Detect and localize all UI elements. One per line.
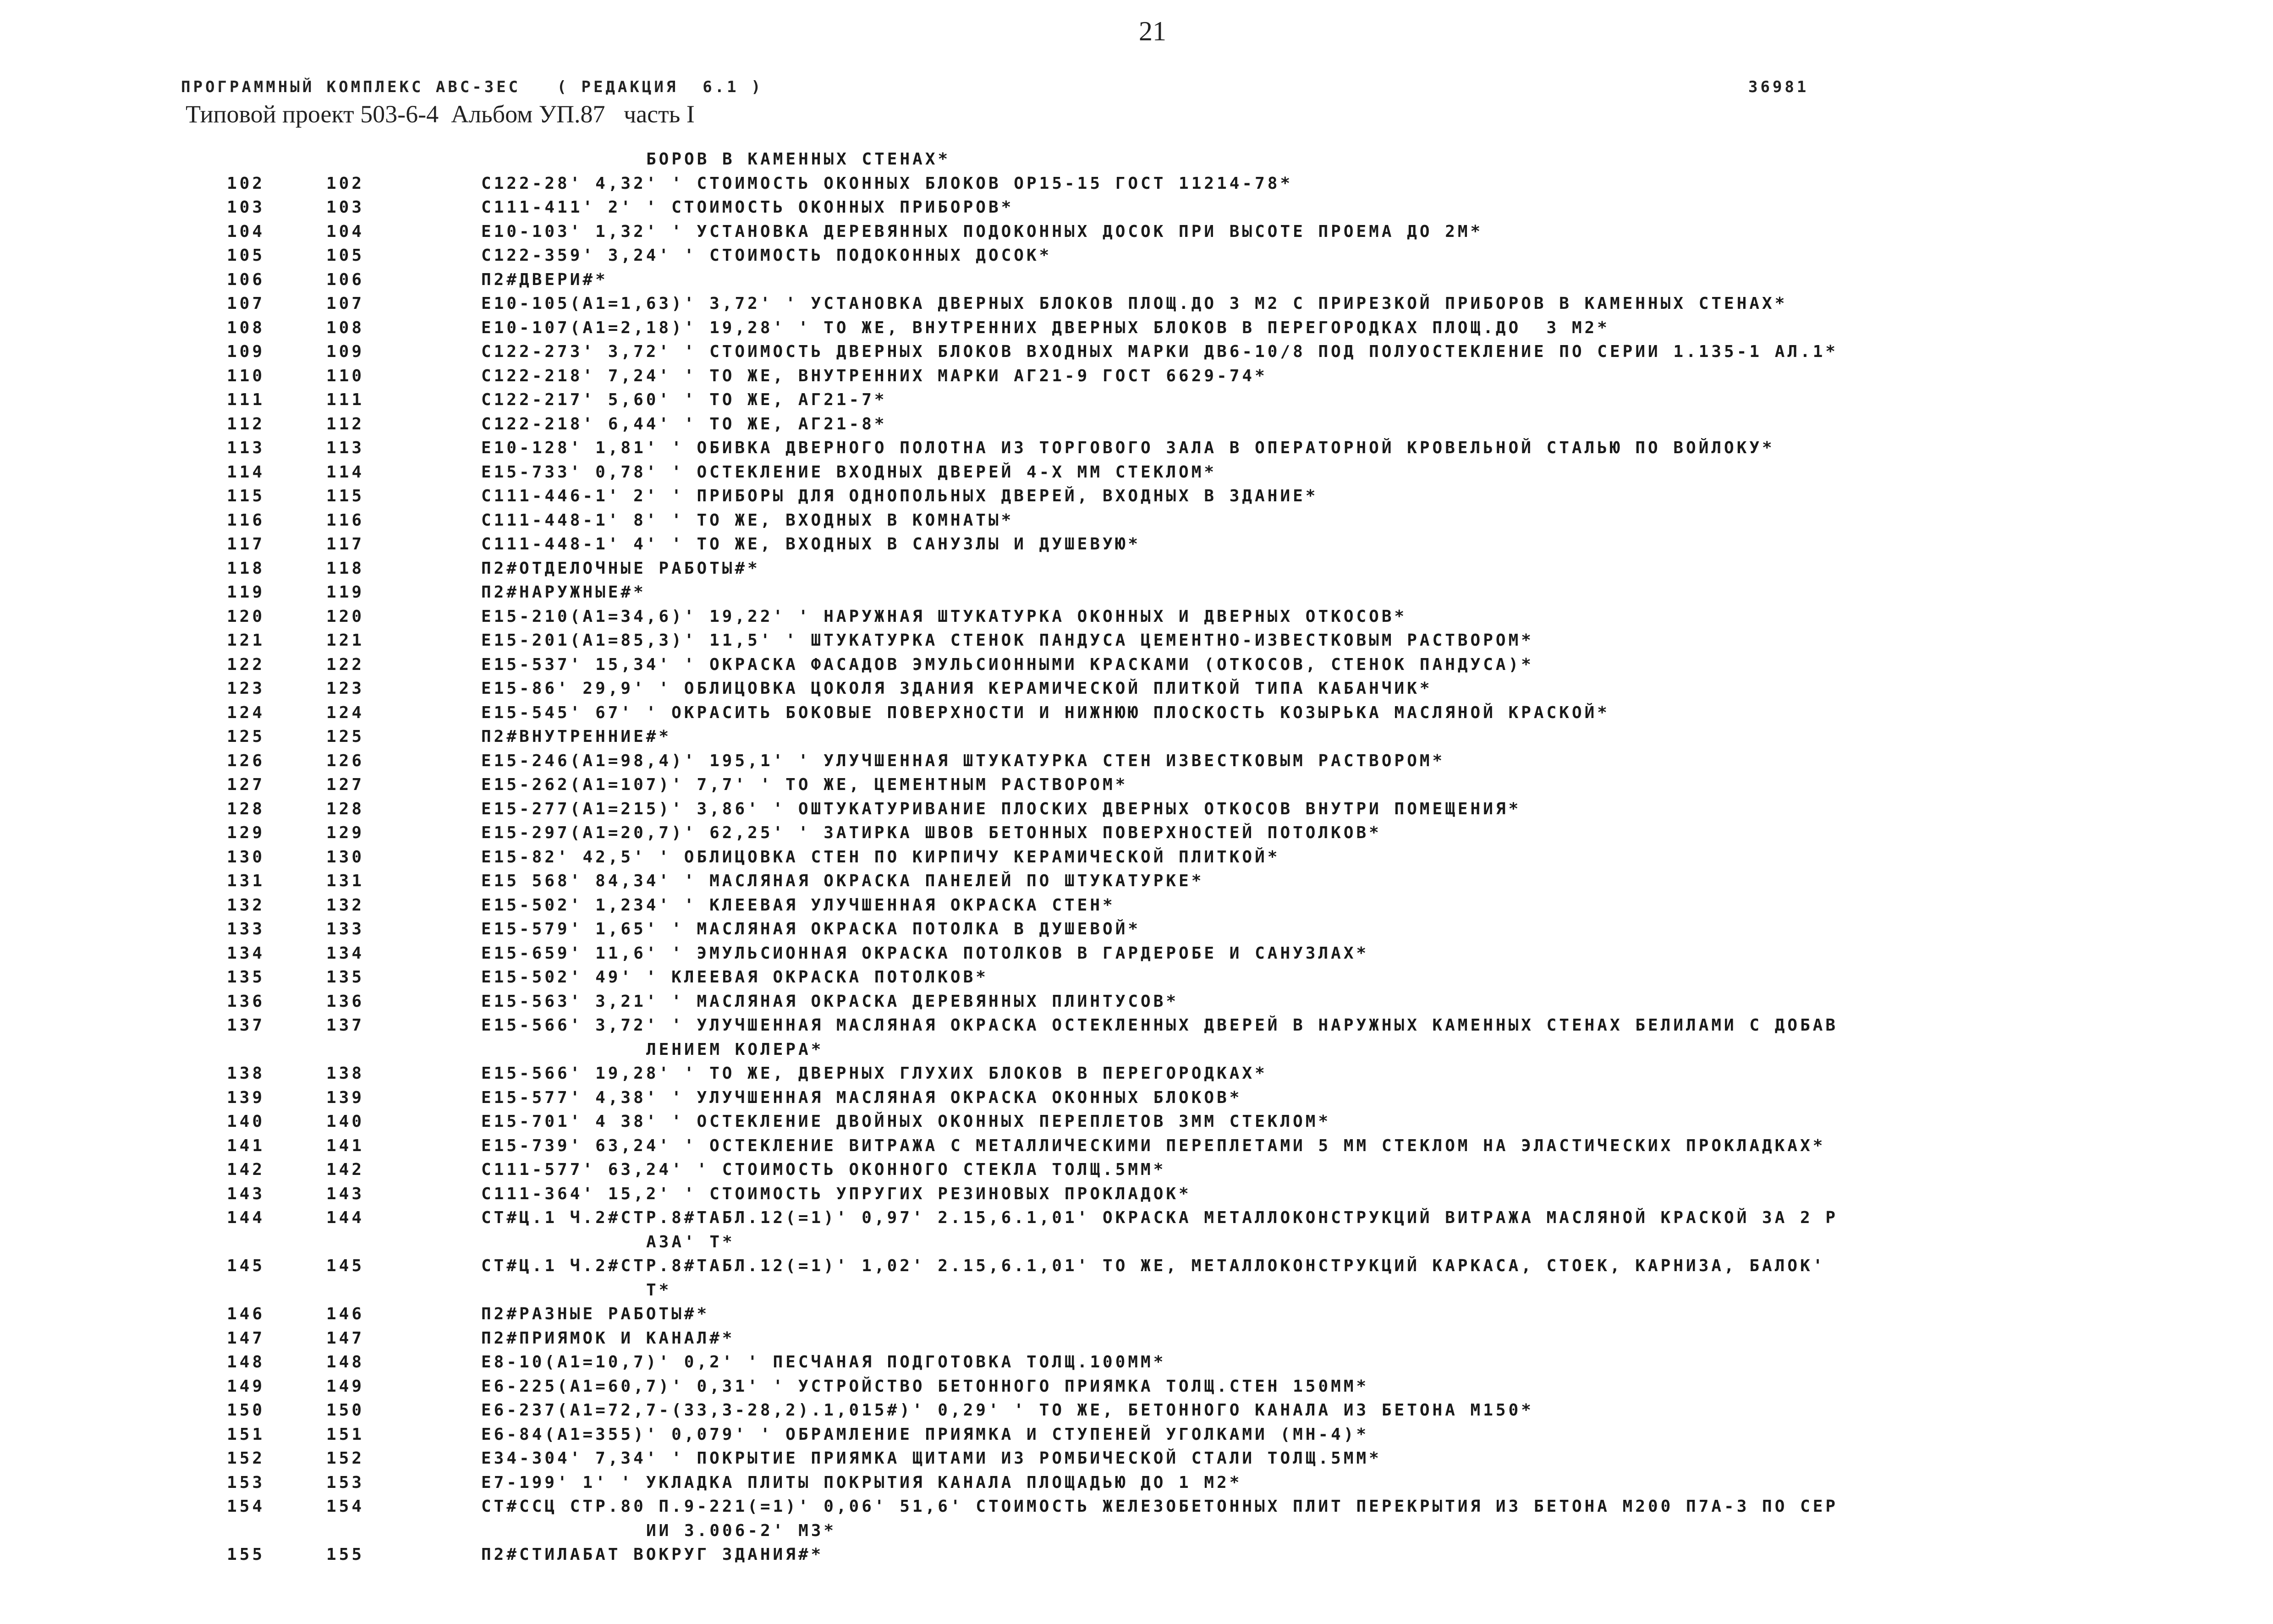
row-number: 138 — [227, 1064, 265, 1083]
listing-row — [0, 316, 2273, 340]
listing-row — [0, 990, 2273, 1014]
row-code-number: 107 — [326, 294, 365, 313]
row-number: 107 — [227, 294, 265, 313]
row-number: 145 — [227, 1256, 265, 1275]
listing-row — [0, 581, 2273, 605]
listing-row — [0, 1543, 2273, 1567]
row-text: Е15-262(А1=107)' 7,7' ' ТО ЖЕ, ЦЕМЕНТНЫМ РАСТВОРОМ* — [481, 775, 1128, 794]
listing-row — [0, 749, 2273, 774]
row-number: 152 — [227, 1449, 265, 1468]
row-code-number: 118 — [326, 559, 365, 578]
project-header: Типовой проект 503-6-4 Альбом УП.87 часть I — [186, 100, 695, 128]
listing-row — [0, 1375, 2273, 1399]
row-number: 129 — [227, 823, 265, 842]
row-code-number: 134 — [326, 944, 365, 963]
row-code-number: 155 — [326, 1545, 365, 1564]
row-number: 147 — [227, 1328, 265, 1348]
row-text: Е15-701' 4 38' ' ОСТЕКЛЕНИЕ ДВОЙНЫХ ОКОННЫХ ПЕРЕПЛЕТОВ 3ММ СТЕКЛОМ* — [481, 1112, 1331, 1131]
listing-row — [0, 773, 2273, 797]
listing-row — [0, 509, 2273, 533]
row-text: Е10-128' 1,81' ' ОБИВКА ДВЕРНОГО ПОЛОТНА ИЗ ТОРГОВОГО ЗАЛА В ОПЕРАТОРНОЙ КРОВЕЛЬНОЙ СТАЛЬЮ ПО ВОЙЛОКУ* — [481, 439, 1775, 457]
row-text: П2#ДВЕРИ#* — [481, 270, 608, 289]
row-number: 116 — [227, 510, 265, 530]
row-text: П2#НАРУЖНЫЕ#* — [481, 583, 646, 602]
row-text: С122-273' 3,72' ' СТОИМОСТЬ ДВЕРНЫХ БЛОКОВ ВХОДНЫХ МАРКИ ДВ6-10/8 ПОД ПОЛУОСТЕКЛЕНИЕ ПО СЕРИИ 1.135-1 АЛ.1* — [481, 342, 1839, 361]
listing-row — [0, 412, 2273, 437]
row-number: 106 — [227, 270, 265, 289]
row-code-number: 102 — [326, 174, 365, 193]
row-number: 151 — [227, 1425, 265, 1444]
row-code-number: 130 — [326, 847, 365, 867]
row-code-number: 105 — [326, 246, 365, 265]
listing-row — [0, 364, 2273, 389]
row-code-number: 138 — [326, 1064, 365, 1083]
row-number: 124 — [227, 703, 265, 722]
row-text: Е15-82' 42,5' ' ОБЛИЦОВКА СТЕН ПО КИРПИЧУ КЕРАМИЧЕСКОЙ ПЛИТКОЙ* — [481, 847, 1280, 867]
row-text: СТ#Ц.1 Ч.2#СТР.8#ТАБЛ.12(=1)' 0,97' 2.15,6.1,01' ОКРАСКА МЕТАЛЛОКОНСТРУКЦИЙ ВИТРАЖА МАСЛЯНОЙ КРАСКОЙ ЗА 2 Р — [481, 1208, 1839, 1227]
listing-continuation-row — [0, 1278, 2273, 1303]
row-text: Е15-579' 1,65' ' МАСЛЯНАЯ ОКРАСКА ПОТОЛКА В ДУШЕВОЙ* — [481, 920, 1141, 938]
row-code-number: 111 — [326, 390, 365, 409]
listing-row — [0, 821, 2273, 845]
listing-row — [0, 605, 2273, 629]
row-code-number: 153 — [326, 1473, 365, 1492]
row-text: С111-448-1' 4' ' ТО ЖЕ, ВХОДНЫХ В САНУЗЛЫ И ДУШЕВУЮ* — [481, 535, 1141, 554]
listing-row — [0, 1327, 2273, 1351]
row-text: Е15-297(А1=20,7)' 62,25' ' ЗАТИРКА ШВОВ БЕТОННЫХ ПОВЕРХНОСТЕЙ ПОТОЛКОВ* — [481, 823, 1382, 842]
row-text: Е15-246(А1=98,4)' 195,1' ' УЛУЧШЕННАЯ ШТУКАТУРКА СТЕН ИЗВЕСТКОВЫМ РАСТВОРОМ* — [481, 751, 1445, 770]
row-number: 121 — [227, 631, 265, 650]
row-number: 130 — [227, 847, 265, 867]
row-number: 146 — [227, 1305, 265, 1323]
row-code-number: 133 — [326, 920, 365, 938]
listing-row — [0, 942, 2273, 966]
row-text: Е15-537' 15,34' ' ОКРАСКА ФАСАДОВ ЭМУЛЬСИОННЫМИ КРАСКАМИ (ОТКОСОВ, СТЕНОК ПАНДУСА)* — [481, 655, 1534, 674]
row-number: 143 — [227, 1184, 265, 1203]
row-number: 120 — [227, 607, 265, 626]
row-code-number: 140 — [326, 1112, 365, 1131]
row-code-number: 149 — [326, 1377, 365, 1396]
estimate-listing — [0, 148, 2273, 1567]
row-text: Е15-502' 49' ' КЛЕЕВАЯ ОКРАСКА ПОТОЛКОВ* — [481, 968, 988, 987]
listing-continuation-row — [0, 148, 2273, 172]
row-code-number: 127 — [326, 775, 365, 794]
row-text: Е15-566' 19,28' ' ТО ЖЕ, ДВЕРНЫХ ГЛУХИХ БЛОКОВ В ПЕРЕГОРОДКАХ* — [481, 1064, 1268, 1083]
row-code-number: 109 — [326, 342, 365, 361]
row-number: 123 — [227, 679, 265, 698]
row-code-number: 116 — [326, 510, 365, 530]
listing-row — [0, 797, 2273, 822]
row-code-number: 123 — [326, 679, 365, 698]
row-text: С111-446-1' 2' ' ПРИБОРЫ ДЛЯ ОДНОПОЛЬНЫХ ДВЕРЕЙ, ВХОДНЫХ В ЗДАНИЕ* — [481, 487, 1318, 505]
row-number: 139 — [227, 1088, 265, 1107]
row-number: 140 — [227, 1112, 265, 1131]
listing-continuation-row — [0, 1038, 2273, 1062]
row-code-number: 136 — [326, 992, 365, 1011]
row-number: 126 — [227, 751, 265, 770]
row-text: Е34-304' 7,34' ' ПОКРЫТИЕ ПРИЯМКА ЩИТАМИ ИЗ РОМБИЧЕСКОЙ СТАЛИ ТОЛЩ.5ММ* — [481, 1449, 1382, 1468]
listing-row — [0, 653, 2273, 677]
listing-row — [0, 532, 2273, 557]
row-code-number: 154 — [326, 1497, 365, 1516]
row-text: Е10-107(А1=2,18)' 19,28' ' ТО ЖЕ, ВНУТРЕННИХ ДВЕРНЫХ БЛОКОВ В ПЕРЕГОРОДКАХ ПЛОЩ.ДО 3 М2* — [481, 318, 1610, 337]
row-text: Е15-733' 0,78' ' ОСТЕКЛЕНИЕ ВХОДНЫХ ДВЕРЕЙ 4-Х ММ СТЕКЛОМ* — [481, 462, 1217, 482]
row-code-number: 104 — [326, 222, 365, 241]
row-text: С122-218' 7,24' ' ТО ЖЕ, ВНУТРЕННИХ МАРКИ АГ21-9 ГОСТ 6629-74* — [481, 366, 1268, 385]
listing-row — [0, 388, 2273, 412]
listing-continuation-row — [0, 1230, 2273, 1255]
row-number: 110 — [227, 366, 265, 385]
listing-row — [0, 196, 2273, 220]
row-text: Е15-277(А1=215)' 3,86' ' ОШТУКАТУРИВАНИЕ ПЛОСКИХ ДВЕРНЫХ ОТКОСОВ ВНУТРИ ПОМЕЩЕНИЯ* — [481, 799, 1521, 818]
row-code-number: 108 — [326, 318, 365, 337]
row-continuation-text: БОРОВ В КАМЕННЫХ СТЕНАХ* — [646, 150, 951, 169]
row-number: 136 — [227, 992, 265, 1011]
listing-row — [0, 917, 2273, 942]
row-text: Е15-210(А1=34,6)' 19,22' ' НАРУЖНАЯ ШТУКАТУРКА ОКОННЫХ И ДВЕРНЫХ ОТКОСОВ* — [481, 607, 1407, 626]
row-code-number: 125 — [326, 727, 365, 746]
row-continuation-text: Т* — [646, 1280, 672, 1300]
listing-row — [0, 1086, 2273, 1110]
document-code: 36981 — [1748, 78, 1809, 96]
row-code-number: 147 — [326, 1328, 365, 1348]
row-text: С111-364' 15,2' ' СТОИМОСТЬ УПРУГИХ РЕЗИНОВЫХ ПРОКЛАДОК* — [481, 1184, 1191, 1203]
row-text: П2#РАЗНЫЕ РАБОТЫ#* — [481, 1305, 710, 1323]
row-number: 148 — [227, 1353, 265, 1372]
row-text: Е15-86' 29,9' ' ОБЛИЦОВКА ЦОКОЛЯ ЗДАНИЯ КЕРАМИЧЕСКОЙ ПЛИТКОЙ ТИПА КАБАНЧИК* — [481, 679, 1433, 698]
row-number: 132 — [227, 895, 265, 915]
listing-row — [0, 292, 2273, 316]
row-number: 144 — [227, 1208, 265, 1227]
row-number: 118 — [227, 559, 265, 578]
row-text: С122-28' 4,32' ' СТОИМОСТЬ ОКОННЫХ БЛОКОВ ОР15-15 ГОСТ 11214-78* — [481, 174, 1293, 193]
row-number: 149 — [227, 1377, 265, 1396]
row-code-number: 141 — [326, 1136, 365, 1155]
row-number: 125 — [227, 727, 265, 746]
row-text: Е15 568' 84,34' ' МАСЛЯНАЯ ОКРАСКА ПАНЕЛЕЙ ПО ШТУКАТУРКЕ* — [481, 872, 1204, 890]
row-number: 141 — [227, 1136, 265, 1155]
row-code-number: 119 — [326, 583, 365, 602]
listing-row — [0, 1495, 2273, 1519]
program-header: ПРОГРАММНЫЙ КОМПЛЕКС АВС-3ЕС ( РЕДАКЦИЯ 6.1 ) — [181, 78, 763, 96]
listing-row — [0, 1062, 2273, 1086]
row-code-number: 129 — [326, 823, 365, 842]
row-code-number: 146 — [326, 1305, 365, 1323]
row-text: Е10-103' 1,32' ' УСТАНОВКА ДЕРЕВЯННЫХ ПОДОКОННЫХ ДОСОК ПРИ ВЫСОТЕ ПРОЕМА ДО 2М* — [481, 222, 1483, 241]
row-text: П2#ОТДЕЛОЧНЫЕ РАБОТЫ#* — [481, 559, 760, 578]
row-code-number: 103 — [326, 198, 365, 217]
row-number: 103 — [227, 198, 265, 217]
listing-row — [0, 677, 2273, 701]
listing-row — [0, 461, 2273, 485]
row-number: 142 — [227, 1160, 265, 1179]
listing-row — [0, 1471, 2273, 1495]
row-number: 150 — [227, 1401, 265, 1420]
listing-row — [0, 436, 2273, 461]
listing-row — [0, 244, 2273, 268]
row-text: Е15-566' 3,72' ' УЛУЧШЕННАЯ МАСЛЯНАЯ ОКРАСКА ОСТЕКЛЕННЫХ ДВЕРЕЙ В НАРУЖНЫХ КАМЕННЫХ СТЕНАХ БЕЛИЛАМИ С ДОБАВ — [481, 1016, 1839, 1035]
listing-row — [0, 1110, 2273, 1134]
row-number: 131 — [227, 872, 265, 890]
row-text: Е15-502' 1,234' ' КЛЕЕВАЯ УЛУЧШЕННАЯ ОКРАСКА СТЕН* — [481, 895, 1115, 915]
row-number: 122 — [227, 655, 265, 674]
listing-row — [0, 1206, 2273, 1230]
row-text: С122-217' 5,60' ' ТО ЖЕ, АГ21-7* — [481, 390, 887, 409]
row-text: П2#ВНУТРЕННИЕ#* — [481, 727, 672, 746]
listing-row — [0, 701, 2273, 725]
listing-row — [0, 1447, 2273, 1471]
row-text: С111-577' 63,24' ' СТОИМОСТЬ ОКОННОГО СТЕКЛА ТОЛЩ.5ММ* — [481, 1160, 1166, 1179]
listing-row — [0, 894, 2273, 918]
row-code-number: 132 — [326, 895, 365, 915]
row-number: 111 — [227, 390, 265, 409]
row-number: 154 — [227, 1497, 265, 1516]
row-text: Е6-84(А1=355)' 0,079' ' ОБРАМЛЕНИЕ ПРИЯМКА И СТУПЕНЕЙ УГОЛКАМИ (МН-4)* — [481, 1425, 1369, 1444]
row-code-number: 142 — [326, 1160, 365, 1179]
listing-row — [0, 869, 2273, 894]
row-number: 134 — [227, 944, 265, 963]
row-code-number: 137 — [326, 1016, 365, 1035]
listing-row — [0, 1399, 2273, 1423]
listing-row — [0, 966, 2273, 990]
row-number: 115 — [227, 487, 265, 505]
row-number: 153 — [227, 1473, 265, 1492]
listing-row — [0, 1158, 2273, 1182]
listing-row — [0, 268, 2273, 292]
row-continuation-text: ИИ 3.006-2' М3* — [646, 1521, 837, 1540]
listing-row — [0, 1254, 2273, 1278]
row-code-number: 152 — [326, 1449, 365, 1468]
row-number: 127 — [227, 775, 265, 794]
row-text: П2#ПРИЯМОК И КАНАЛ#* — [481, 1328, 735, 1348]
row-number: 155 — [227, 1545, 265, 1564]
row-number: 105 — [227, 246, 265, 265]
row-text: Е6-225(А1=60,7)' 0,31' ' УСТРОЙСТВО БЕТОННОГО ПРИЯМКА ТОЛЩ.СТЕН 150ММ* — [481, 1377, 1369, 1396]
row-code-number: 150 — [326, 1401, 365, 1420]
listing-row — [0, 725, 2273, 749]
row-number: 117 — [227, 535, 265, 554]
row-number: 119 — [227, 583, 265, 602]
row-text: СТ#Ц.1 Ч.2#СТР.8#ТАБЛ.12(=1)' 1,02' 2.15,6.1,01' ТО ЖЕ, МЕТАЛЛОКОНСТРУКЦИЙ КАРКАСА, СТОЕК, КАРНИЗА, БАЛОК' — [481, 1256, 1826, 1275]
listing-row — [0, 1014, 2273, 1038]
row-code-number: 151 — [326, 1425, 365, 1444]
listing-continuation-row — [0, 1519, 2273, 1543]
row-code-number: 113 — [326, 439, 365, 457]
listing-row — [0, 172, 2273, 196]
row-code-number: 121 — [326, 631, 365, 650]
listing-row — [0, 1350, 2273, 1375]
row-text: Е15-659' 11,6' ' ЭМУЛЬСИОННАЯ ОКРАСКА ПОТОЛКОВ В ГАРДЕРОБЕ И САНУЗЛАХ* — [481, 944, 1369, 963]
row-text: Е6-237(А1=72,7-(33,3-28,2).1,015#)' 0,29' ' ТО ЖЕ, БЕТОННОГО КАНАЛА ИЗ БЕТОНА М150* — [481, 1401, 1534, 1420]
row-number: 135 — [227, 968, 265, 987]
listing-row — [0, 845, 2273, 870]
row-text: Е10-105(А1=1,63)' 3,72' ' УСТАНОВКА ДВЕРНЫХ БЛОКОВ ПЛОЩ.ДО 3 М2 С ПРИРЕЗКОЙ ПРИБОРОВ В КАМЕННЫХ СТЕНАХ* — [481, 294, 1788, 313]
row-code-number: 135 — [326, 968, 365, 987]
row-number: 102 — [227, 174, 265, 193]
row-code-number: 145 — [326, 1256, 365, 1275]
listing-row — [0, 220, 2273, 244]
row-code-number: 131 — [326, 872, 365, 890]
listing-row — [0, 1134, 2273, 1158]
row-text: С111-411' 2' ' СТОИМОСТЬ ОКОННЫХ ПРИБОРОВ* — [481, 198, 1014, 217]
row-number: 114 — [227, 462, 265, 482]
listing-row — [0, 1182, 2273, 1207]
row-continuation-text: АЗА' Т* — [646, 1232, 735, 1251]
listing-row — [0, 484, 2273, 509]
row-text: С122-218' 6,44' ' ТО ЖЕ, АГ21-8* — [481, 414, 887, 433]
listing-row — [0, 557, 2273, 581]
row-number: 128 — [227, 799, 265, 818]
row-text: Е15-545' 67' ' ОКРАСИТЬ БОКОВЫЕ ПОВЕРХНОСТИ И НИЖНЮЮ ПЛОСКОСТЬ КОЗЫРЬКА МАСЛЯНОЙ КРАСКОЙ* — [481, 703, 1610, 722]
row-text: С122-359' 3,24' ' СТОИМОСТЬ ПОДОКОННЫХ ДОСОК* — [481, 246, 1052, 265]
page-number: 21 — [1139, 16, 1166, 46]
row-code-number: 126 — [326, 751, 365, 770]
row-number: 133 — [227, 920, 265, 938]
row-code-number: 139 — [326, 1088, 365, 1107]
row-code-number: 143 — [326, 1184, 365, 1203]
row-code-number: 106 — [326, 270, 365, 289]
row-text: Е15-201(А1=85,3)' 11,5' ' ШТУКАТУРКА СТЕНОК ПАНДУСА ЦЕМЕНТНО-ИЗВЕСТКОВЫМ РАСТВОРОМ* — [481, 631, 1534, 650]
row-number: 113 — [227, 439, 265, 457]
row-text: Е7-199' 1' ' УКЛАДКА ПЛИТЫ ПОКРЫТИЯ КАНАЛА ПЛОЩАДЬЮ ДО 1 М2* — [481, 1473, 1242, 1492]
row-text: СТ#ССЦ СТР.80 П.9-221(=1)' 0,06' 51,6' СТОИМОСТЬ ЖЕЛЕЗОБЕТОННЫХ ПЛИТ ПЕРЕКРЫТИЯ ИЗ БЕТОНА М200 П7А-3 ПО СЕР — [481, 1497, 1839, 1516]
row-text: П2#СТИЛАБАТ ВОКРУГ ЗДАНИЯ#* — [481, 1545, 824, 1564]
listing-row — [0, 340, 2273, 364]
row-number: 112 — [227, 414, 265, 433]
listing-row — [0, 629, 2273, 653]
row-number: 108 — [227, 318, 265, 337]
row-text: Е8-10(А1=10,7)' 0,2' ' ПЕСЧАНАЯ ПОДГОТОВКА ТОЛЩ.100ММ* — [481, 1353, 1166, 1372]
row-continuation-text: ЛЕНИЕМ КОЛЕРА* — [646, 1040, 824, 1059]
row-code-number: 117 — [326, 535, 365, 554]
row-code-number: 144 — [326, 1208, 365, 1227]
listing-row — [0, 1423, 2273, 1447]
row-text: Е15-577' 4,38' ' УЛУЧШЕННАЯ МАСЛЯНАЯ ОКРАСКА ОКОННЫХ БЛОКОВ* — [481, 1088, 1242, 1107]
row-code-number: 114 — [326, 462, 365, 482]
listing-row — [0, 1302, 2273, 1327]
row-number: 109 — [227, 342, 265, 361]
row-text: С111-448-1' 8' ' ТО ЖЕ, ВХОДНЫХ В КОМНАТЫ* — [481, 510, 1014, 530]
row-code-number: 110 — [326, 366, 365, 385]
row-code-number: 148 — [326, 1353, 365, 1372]
row-text: Е15-739' 63,24' ' ОСТЕКЛЕНИЕ ВИТРАЖА С МЕТАЛЛИЧЕСКИМИ ПЕРЕПЛЕТАМИ 5 ММ СТЕКЛОМ НА ЭЛАСТИЧЕСКИХ ПРОКЛАДКАХ* — [481, 1136, 1826, 1155]
row-code-number: 112 — [326, 414, 365, 433]
row-code-number: 115 — [326, 487, 365, 505]
row-code-number: 122 — [326, 655, 365, 674]
row-number: 104 — [227, 222, 265, 241]
row-code-number: 120 — [326, 607, 365, 626]
row-code-number: 124 — [326, 703, 365, 722]
row-number: 137 — [227, 1016, 265, 1035]
row-code-number: 128 — [326, 799, 365, 818]
row-text: Е15-563' 3,21' ' МАСЛЯНАЯ ОКРАСКА ДЕРЕВЯННЫХ ПЛИНТУСОВ* — [481, 992, 1179, 1011]
